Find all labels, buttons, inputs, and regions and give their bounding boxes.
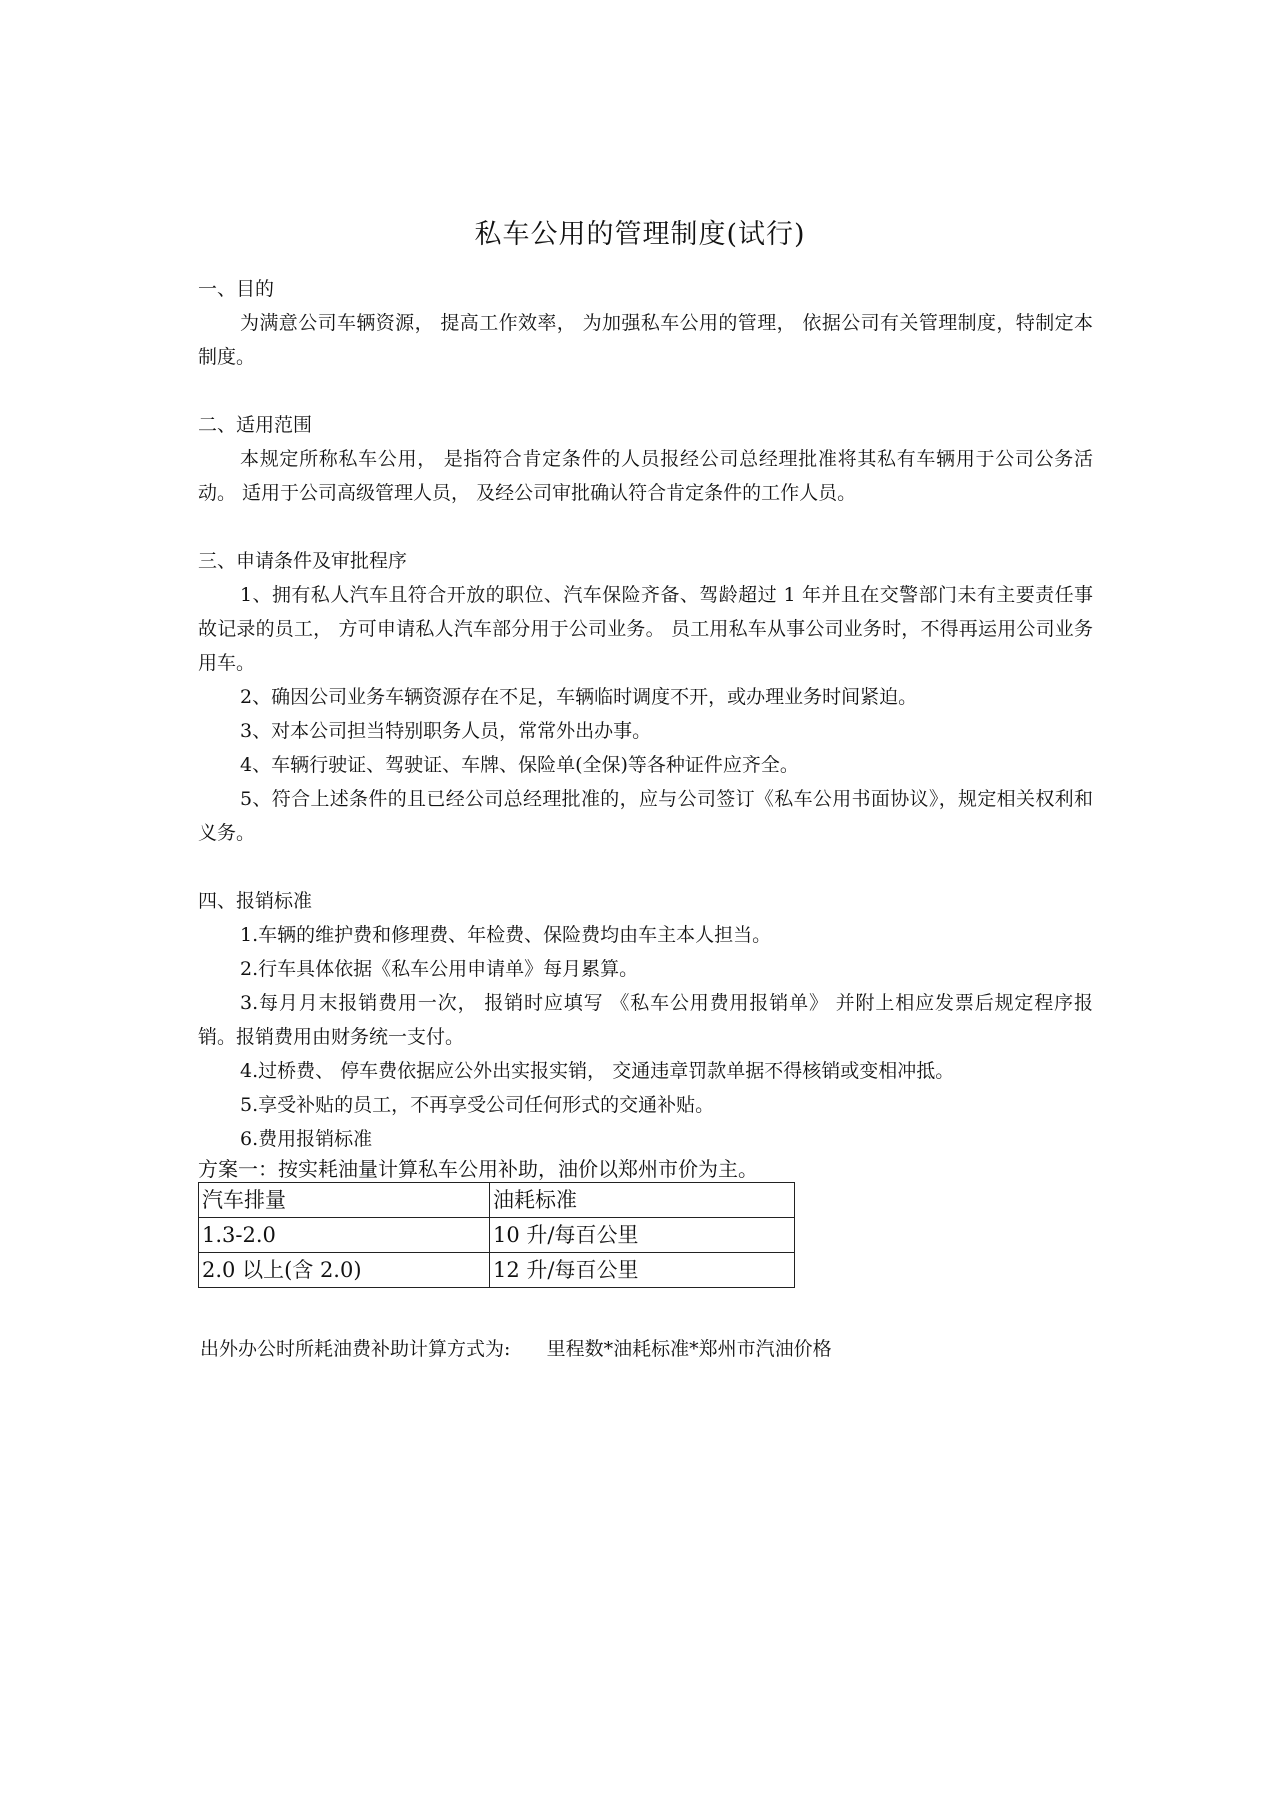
- table-cell: 10 升/每百公里: [490, 1218, 795, 1253]
- table-row: [199, 1253, 795, 1288]
- section-heading-scope: 二、适用范围: [198, 414, 313, 436]
- table-header-displacement: 汽车排量: [199, 1183, 490, 1218]
- table-header-consumption: 油耗标准: [490, 1183, 795, 1218]
- reimbursement-item-6: 6.费用报销标准: [240, 1128, 373, 1150]
- table-cell: 12 升/每百公里: [490, 1253, 795, 1288]
- reimbursement-item-3: 3.每月月末报销费用一次， 报销时应填写 《私车公用费用报销单》 并附上相应发票后规定程序报销。报销费用由财务统一支付。: [198, 992, 1093, 1048]
- document-body: [198, 272, 1093, 1288]
- reimbursement-item-1: 1.车辆的维护费和修理费、年检费、保险费均由车主本人担当。: [240, 924, 772, 946]
- document-title: 私车公用的管理制度(试行): [474, 219, 806, 250]
- section-purpose-paragraph: 为满意公司车辆资源， 提高工作效率， 为加强私车公用的管理， 依据公司有关管理制度，特制定本制度。: [198, 312, 1093, 368]
- section-scope-paragraph: 本规定所称私车公用， 是指符合肯定条件的人员报经公司总经理批准将其私有车辆用于公司公务活动。 适用于公司高级管理人员， 及经公司审批确认符合肯定条件的工作人员。: [198, 448, 1093, 504]
- reimbursement-item-2: 2.行车具体依据《私车公用申请单》每月累算。: [240, 958, 639, 980]
- section-heading-conditions: 三、申请条件及审批程序: [198, 550, 408, 572]
- section-spacer: [198, 510, 1093, 544]
- table-row: [199, 1218, 795, 1253]
- section-heading-reimbursement: 四、报销标准: [198, 890, 313, 912]
- section-spacer: [198, 374, 1093, 408]
- condition-item-3: 3、对本公司担当特别职务人员，常常外出办事。: [240, 720, 652, 742]
- subsidy-formula: [200, 1332, 1100, 1366]
- plan-text: 方案一：按实耗油量计算私车公用补助，油价以郑州市价为主。: [198, 1157, 758, 1181]
- reimbursement-item-4: 4.过桥费、 停车费依据应公外出实报实销， 交通违章罚款单据不得核销或变相冲抵。: [240, 1060, 955, 1082]
- table-cell: 2.0 以上(含 2.0): [199, 1253, 490, 1288]
- condition-item-2: 2、确因公司业务车辆资源存在不足，车辆临时调度不开，或办理业务时间紧迫。: [240, 686, 918, 708]
- fuel-standard-table: [198, 1182, 795, 1288]
- formula-value: 里程数*油耗标准*郑州市汽油价格: [546, 1338, 832, 1360]
- table-header-row: [199, 1183, 795, 1218]
- section-spacer: [198, 850, 1093, 884]
- condition-item-1: 1、拥有私人汽车且符合开放的职位、汽车保险齐备、驾龄超过 1 年并且在交警部门未有主要责任事故记录的员工， 方可申请私人汽车部分用于公司业务。 员工用私车从事公司业务时，不得再运用公司业务用车。: [198, 584, 1093, 674]
- reimbursement-item-5: 5.享受补贴的员工，不再享受公司任何形式的交通补贴。: [240, 1094, 715, 1116]
- table-cell: 1.3-2.0: [199, 1218, 490, 1253]
- formula-label: 出外办公时所耗油费补助计算方式为:: [200, 1338, 511, 1360]
- condition-item-5: 5、符合上述条件的且已经公司总经理批准的，应与公司签订《私车公用书面协议》，规定相关权利和义务。: [198, 788, 1093, 844]
- section-heading-purpose: 一、目的: [198, 278, 275, 300]
- condition-item-4: 4、车辆行驶证、驾驶证、车牌、保险单(全保)等各种证件应齐全。: [240, 754, 799, 776]
